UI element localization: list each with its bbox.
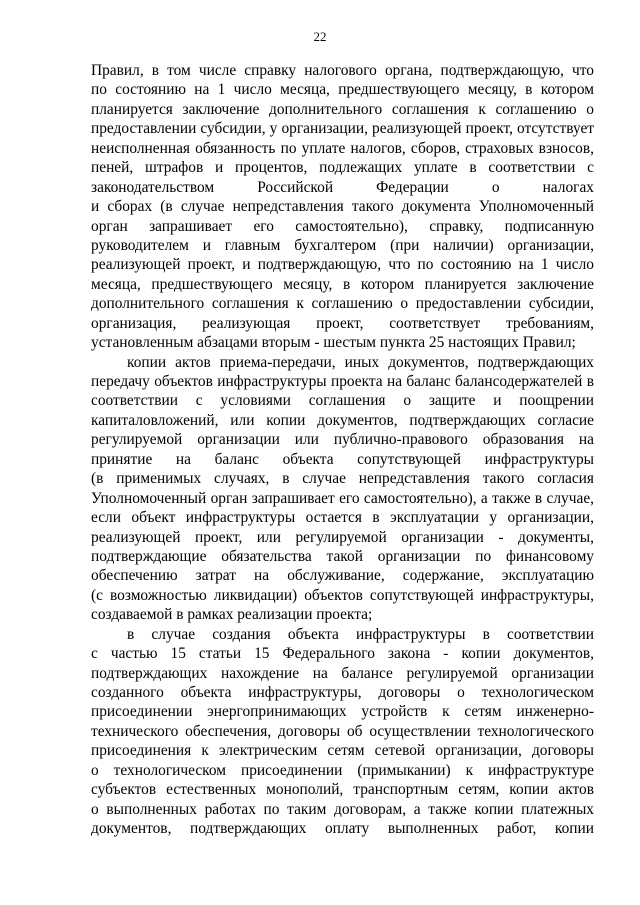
text-line: принятие на баланс объекта сопутствующей инфраструктуры: [91, 450, 594, 468]
text-line: обеспечению затрат на обслуживание, содержание, эксплуатацию: [91, 567, 594, 585]
text-line: регулируемой организации или публично-правового образования на: [91, 431, 594, 449]
text-line: дополнительного соглашения к соглашению о предоставлении субсидии,: [91, 295, 594, 313]
text-line: планируется заключение дополнительного соглашения к соглашению о: [91, 100, 594, 118]
text-line: законодательством Российской Федерации о налогах: [91, 178, 594, 196]
text-line: присоединении энергопринимающих устройств к сетям инженерно-: [91, 703, 594, 721]
text-line: Правил, в том числе справку налогового органа, подтверждающую, что: [91, 62, 594, 79]
text-line: (с возможностью ликвидации) объектов сопутствующей инфраструктуры,: [91, 586, 594, 604]
text-line: пеней, штрафов и процентов, подлежащих уплате в соответствии с: [91, 159, 594, 177]
text-line: присоединения к электрическим сетям сетевой организации, договоры: [91, 742, 594, 760]
text-line: капиталовложений, или копии документов, подтверждающих согласие: [91, 411, 594, 429]
page-number: 22: [313, 29, 327, 44]
text-line: месяца, предшествующего месяцу, в котором планируется заключение: [91, 275, 594, 293]
paragraph: [91, 61, 594, 353]
text-line: реализующей проект, или регулируемой организации - документы,: [91, 528, 594, 546]
text-line: организация, реализующая проект, соответствует требованиям,: [91, 314, 594, 332]
text-line: создаваемой в рамках реализации проекта;: [91, 606, 373, 624]
text-line: копии актов приема-передачи, иных документов, подтверждающих: [127, 353, 594, 371]
text-line: подтверждающие обязательства такой организации по финансовому: [91, 547, 594, 565]
text-line: и сборах (в случае непредставления такого документа Уполномоченный: [91, 198, 594, 216]
text-line: руководителем и главным бухгалтером (при наличии) организации,: [91, 236, 594, 254]
document-body: [91, 61, 594, 839]
text-line: неисполненная обязанность по уплате налогов, сборов, страховых взносов,: [91, 139, 594, 157]
text-line: технического обеспечения, договоры об осуществлении технологического: [91, 722, 594, 740]
text-line: субъектов естественных монополий, транспортным сетям, копии актов: [91, 781, 594, 799]
paragraph: [91, 353, 594, 625]
text-line: подтверждающих нахождение на балансе регулируемой организации: [91, 664, 594, 682]
text-line: установленным абзацами вторым - шестым пункта 25 настоящих Правил;: [91, 334, 576, 352]
text-line: о выполненных работах по таким договорам, а также копии платежных: [91, 800, 594, 818]
text-line: предоставлении субсидии, у организации, реализующей проект, отсутствует: [91, 120, 594, 138]
text-line: орган запрашивает его самостоятельно), справку, подписанную: [91, 217, 594, 235]
text-line: о технологическом присоединении (примыкании) к инфраструктуре: [91, 761, 594, 779]
text-line: по состоянию на 1 число месяца, предшествующего месяцу, в котором: [91, 81, 594, 99]
text-line: если объект инфраструктуры остается в эксплуатации у организации,: [91, 509, 594, 527]
text-line: реализующей проект, и подтверждающую, что по состоянию на 1 число: [91, 256, 594, 274]
text-line: с частью 15 статьи 15 Федерального закона - копии документов,: [91, 645, 594, 663]
text-line: документов, подтверждающих оплату выполненных работ, копии: [91, 820, 594, 838]
paragraph: [91, 625, 594, 839]
text-line: передачу объектов инфраструктуры проекта на баланс балансодержателей в: [91, 373, 594, 390]
text-line: созданного объекта инфраструктуры, договоры о технологическом: [91, 684, 594, 701]
text-line: соответствии с условиями соглашения о защите и поощрении: [91, 392, 594, 410]
text-line: (в применимых случаях, в случае непредставления такого согласия: [91, 470, 594, 488]
text-line: в случае создания объекта инфраструктуры в соответствии: [127, 625, 594, 643]
text-line: Уполномоченный орган запрашивает его самостоятельно), а также в случае,: [91, 489, 594, 507]
